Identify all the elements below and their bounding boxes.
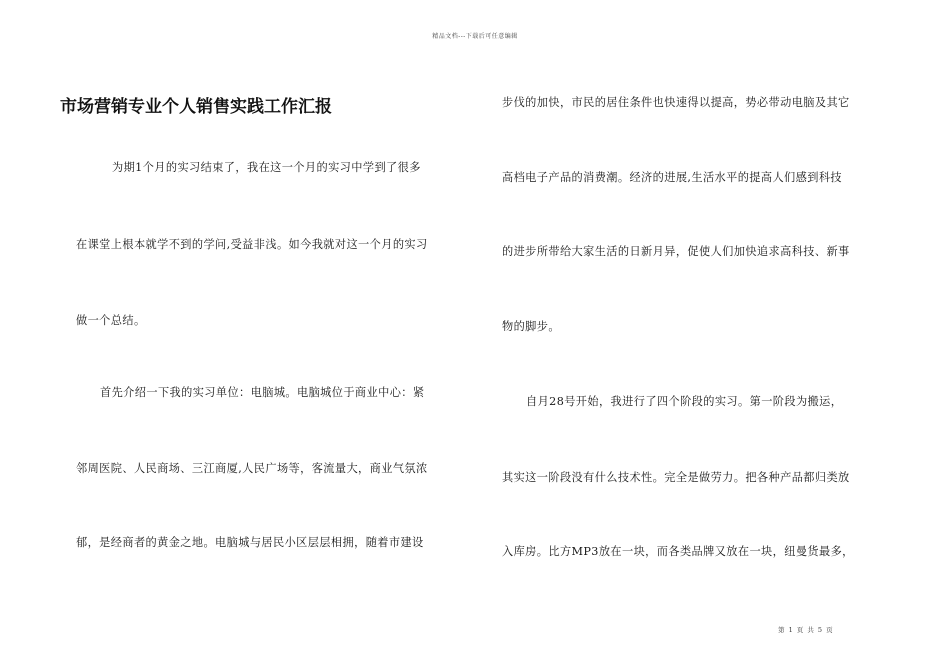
paragraph-line: 入库房。比方MP3放在一块，而各类品牌又放在一块，纽曼货最多，: [502, 545, 854, 558]
page-number: 第 1 页 共 5 页: [778, 626, 834, 634]
page-header-note: 精品文档---下载后可任意编辑: [432, 33, 518, 40]
paragraph-line: 邻周医院、人民商场、三江商厦,人民广场等，客流量大，商业气氛浓: [76, 462, 428, 475]
paragraph-line: 的进步所带给大家生活的日新月异，促使人们加快追求高科技、新事: [502, 245, 850, 258]
paragraph-line: 自月28号开始，我进行了四个阶段的实习。第一阶段为搬运，: [526, 395, 843, 408]
paragraph-line: 高档电子产品的消费潮。经济的进展,生活水平的提高人们感到科技: [502, 171, 842, 184]
paragraph-line: 为期1个月的实习结束了，我在这一个月的实习中学到了很多: [112, 161, 421, 174]
paragraph-line: 首先介绍一下我的实习单位：电脑城。电脑城位于商业中心：紧: [100, 386, 425, 399]
document-title: 市场营销专业个人销售实践工作汇报: [60, 97, 332, 117]
paragraph-line: 做一个总结。: [76, 314, 146, 327]
paragraph-line: 郁，是经商者的黄金之地。电脑城与居民小区层层相拥，随着市建设: [76, 536, 424, 549]
paragraph-line: 在课堂上根本就学不到的学问,受益非浅。如今我就对这一个月的实习: [76, 238, 428, 251]
paragraph-line: 物的脚步。: [502, 320, 560, 333]
paragraph-line: 其实这一阶段没有什么技术性。完全是做劳力。把各种产品都归类放: [502, 471, 850, 484]
paragraph-line: 步伐的加快，市民的居住条件也快速得以提高，势必带动电脑及其它: [502, 96, 850, 109]
